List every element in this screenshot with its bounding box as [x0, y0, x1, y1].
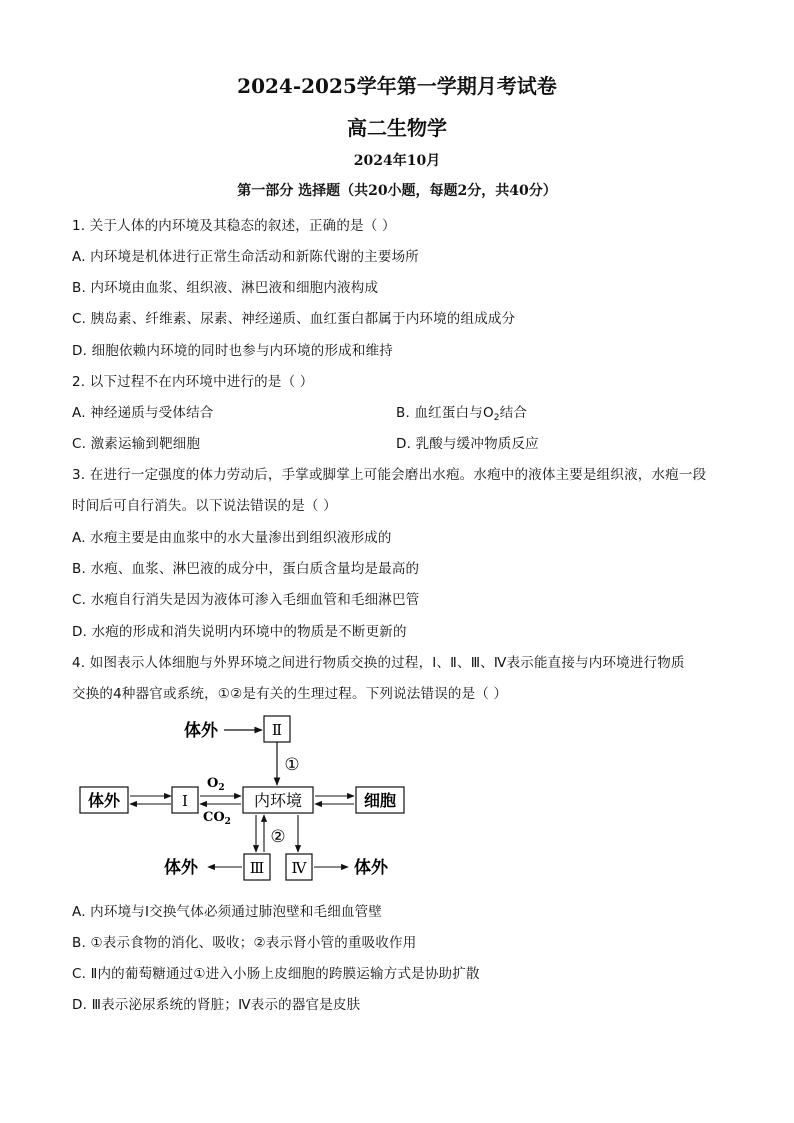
outside-label-left: 体外 [87, 791, 121, 810]
section-heading: 第一部分 选择题（共20小题，每题2分，共40分） [237, 183, 557, 199]
process1-label: ① [284, 755, 300, 775]
o2-text: O [207, 776, 219, 791]
question-4-option-c: C. Ⅱ内的葡萄糖通过①进入小肠上皮细胞的跨膜运输方式是协助扩散 [72, 966, 480, 982]
question-3-option-b: B. 水疱、血浆、淋巴液的成分中，蛋白质含量均是最高的 [72, 561, 420, 577]
o2-label [207, 776, 225, 793]
question-1-option-c: C. 胰岛素、纤维素、尿素、神经递质、血红蛋白都属于内环境的组成成分 [72, 311, 516, 327]
question-1-option-b: B. 内环境由血浆、组织液、淋巴液和细胞内液构成 [72, 280, 379, 296]
question-4-option-a: A. 内环境与Ⅰ交换气体必须通过肺泡壁和毛细血管壁 [72, 904, 383, 920]
process2-label: ② [270, 827, 286, 847]
question-2-option-a: A. 神经递质与受体结合 [72, 405, 214, 421]
co2-text: CO [203, 810, 225, 825]
question-4-stem-line1: 4. 如图表示人体细胞与外界环境之间进行物质交换的过程，Ⅰ、Ⅱ、Ⅲ、Ⅳ表示能直接与内环境进行物质 [72, 655, 685, 671]
question-2-option-b-subscript: 2 [493, 413, 500, 423]
question-1-stem: 1. 关于人体的内环境及其稳态的叙述，正确的是（ ） [72, 218, 396, 234]
question-4-option-b: B. ①表示食物的消化、吸收；②表示肾小管的重吸收作用 [72, 935, 417, 951]
exam-title: 2024-2025学年第一学期月考试卷 [237, 74, 557, 98]
outside-label-top: 体外 [184, 721, 218, 741]
question-2-option-c: C. 激素运输到靶细胞 [72, 436, 201, 452]
question-3-option-d: D. 水疱的形成和消失说明内环境中的物质是不断更新的 [72, 624, 407, 640]
co2-label [203, 810, 231, 827]
question-3-stem-line2: 时间后可自行消失。以下说法错误的是（ ） [72, 498, 337, 514]
question-4-stem-line2: 交换的4种器官或系统，①②是有关的生理过程。下列说法错误的是（ ） [72, 686, 508, 702]
cell-label: 细胞 [363, 791, 397, 810]
organ3-label: Ⅲ [249, 859, 265, 877]
question-4-option-d: D. Ⅲ表示泌尿系统的肾脏；Ⅳ表示的器官是皮肤 [72, 997, 361, 1013]
question-3-stem-line1: 3. 在进行一定强度的体力劳动后，手掌或脚掌上可能会磨出水疱。水疱中的液体主要是组织液，水疱一段 [72, 467, 707, 483]
organ1-label: Ⅰ [182, 792, 188, 810]
question-2-option-b [396, 401, 527, 423]
organ2-label: Ⅱ [271, 721, 283, 739]
exchange-diagram [72, 710, 412, 888]
o2-subscript: 2 [218, 783, 225, 793]
exam-date: 2024年10月 [353, 153, 441, 169]
question-2-option-d: D. 乳酸与缓冲物质反应 [396, 436, 539, 452]
outside-label-bottom-right: 体外 [354, 858, 388, 878]
question-3-option-a: A. 水疱主要是由血浆中的水大量渗出到组织液形成的 [72, 530, 392, 546]
outside-label-bottom-left: 体外 [164, 858, 198, 878]
subject-title: 高二生物学 [347, 116, 447, 140]
question-3-option-c: C. 水疱自行消失是因为液体可渗入毛细血管和毛细淋巴管 [72, 592, 420, 608]
internal-environment-label: 内环境 [253, 791, 303, 810]
question-2-option-b-tail: 结合 [499, 405, 528, 421]
co2-subscript: 2 [224, 817, 231, 827]
question-2-option-b-text: B. 血红蛋白与O [396, 405, 494, 421]
question-1-option-d: D. 细胞依赖内环境的同时也参与内环境的形成和维持 [72, 343, 393, 359]
organ4-label: Ⅳ [291, 859, 307, 877]
question-2-stem: 2. 以下过程不在内环境中进行的是（ ） [72, 374, 314, 390]
question-1-option-a: A. 内环境是机体进行正常生命活动和新陈代谢的主要场所 [72, 249, 419, 265]
